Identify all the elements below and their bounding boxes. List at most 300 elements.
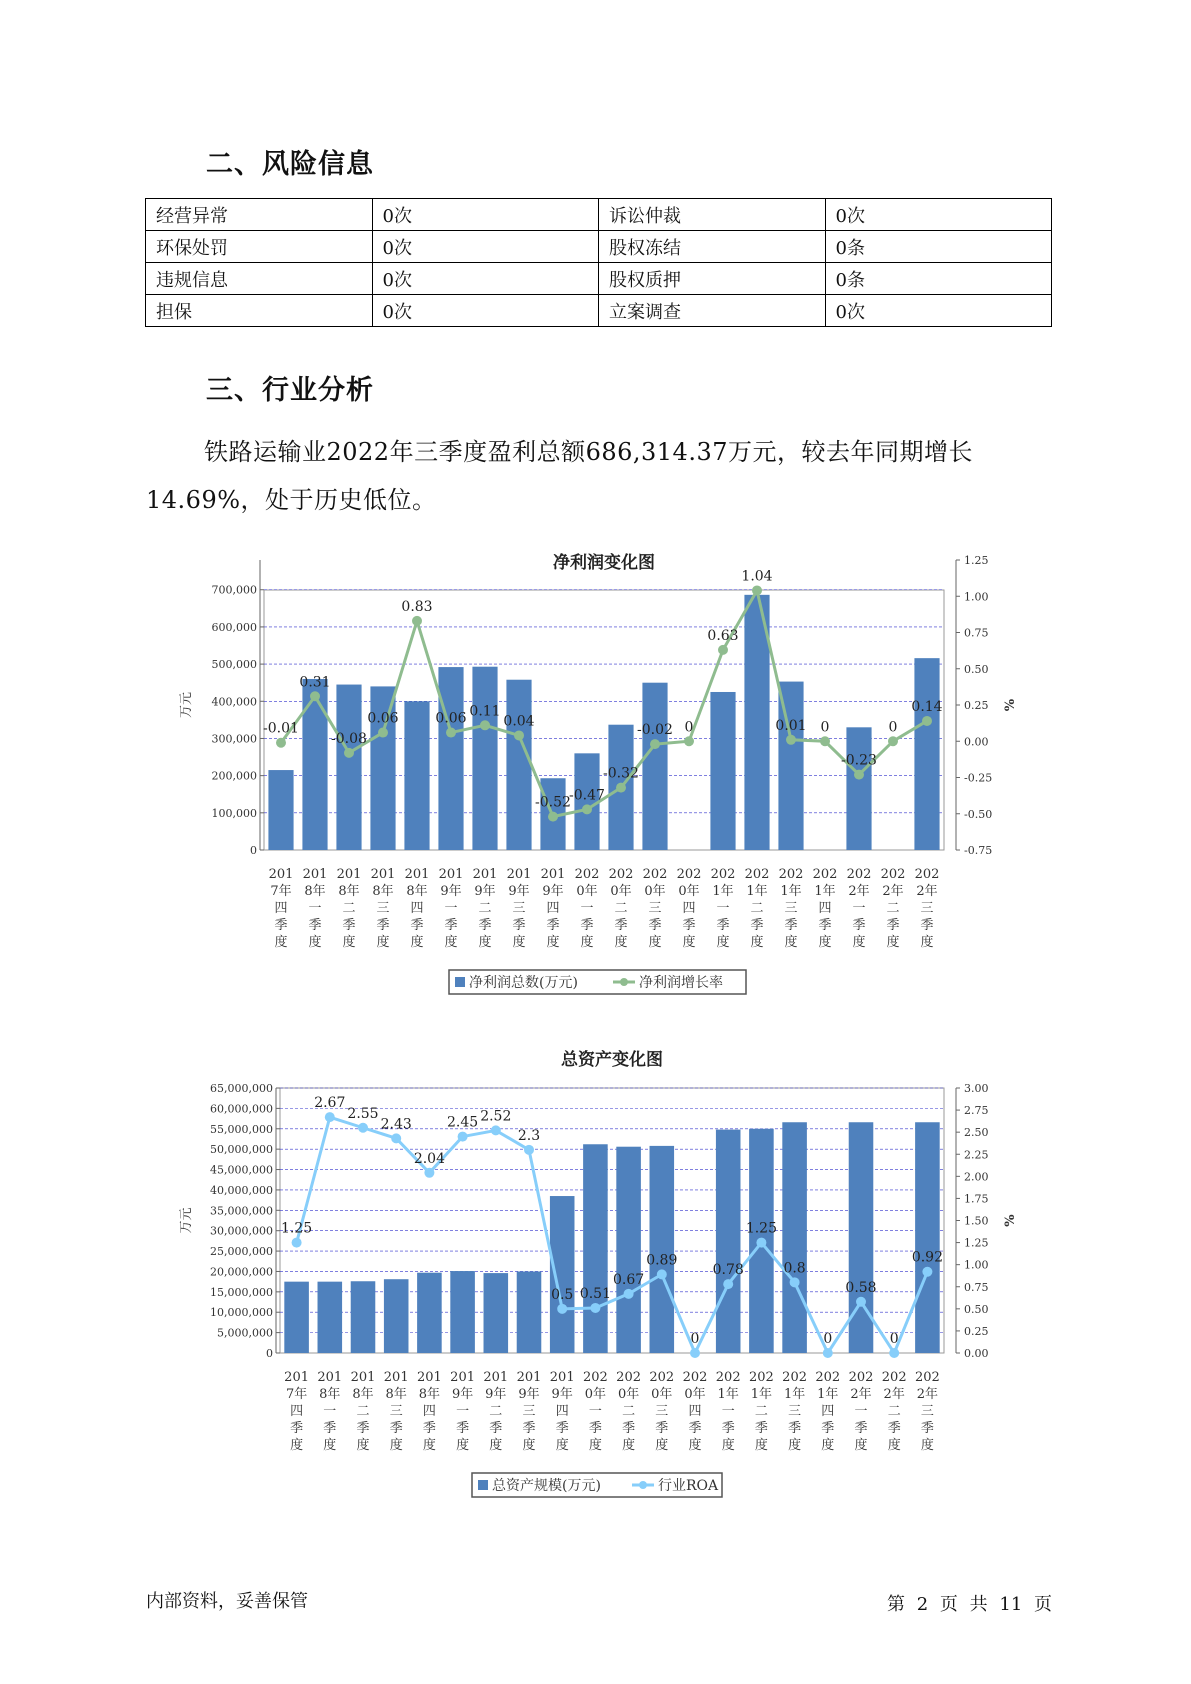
y-tick-label: 20,000,000 <box>210 1265 273 1279</box>
x-tick-label: 度 <box>580 935 594 950</box>
data-label: 0 <box>888 719 898 736</box>
x-tick-label: 9年 <box>518 1387 540 1402</box>
x-tick-label: 二 <box>614 901 628 916</box>
x-tick-label: 9年 <box>542 884 564 899</box>
x-tick-label: 201 <box>370 867 396 882</box>
risk-item-label: 担保 <box>146 295 373 327</box>
total-assets-chart <box>0 1040 1191 1500</box>
data-point <box>723 1279 733 1289</box>
data-point <box>491 1125 501 1135</box>
y2-tick-label: 0.50 <box>964 1302 989 1316</box>
data-label: 2.52 <box>480 1108 512 1125</box>
data-label: 0.01 <box>775 717 807 734</box>
x-tick-label: 9年 <box>440 884 462 899</box>
x-tick-label: 度 <box>308 935 322 950</box>
y2-tick-label: 2.25 <box>964 1148 989 1162</box>
data-label: -0.01 <box>263 720 299 737</box>
x-tick-label: 202 <box>676 867 702 882</box>
x-tick-label: 1年 <box>814 884 836 899</box>
footer-confidential: 内部资料，妥善保管 <box>146 1591 308 1612</box>
x-tick-label: 度 <box>546 935 560 950</box>
data-point <box>690 1348 700 1358</box>
y2-tick-label: 0.75 <box>964 1280 989 1294</box>
x-tick-label: 四 <box>821 1404 835 1419</box>
data-label: 0.04 <box>503 713 535 730</box>
data-label: 0.63 <box>707 627 739 644</box>
x-tick-label: 二 <box>489 1404 503 1419</box>
bar <box>650 1146 675 1353</box>
x-tick-label: 202 <box>914 1370 940 1385</box>
legend-label: 净利润总数(万元) <box>469 975 578 991</box>
x-tick-label: 季 <box>444 918 458 933</box>
x-tick-label: 季 <box>555 1421 569 1436</box>
y-tick-label: 500,000 <box>211 658 257 672</box>
x-tick-label: 9年 <box>474 884 496 899</box>
x-tick-label: 1年 <box>717 1387 739 1402</box>
y2-tick-label: 2.75 <box>964 1104 989 1118</box>
risk-item-label: 股权质押 <box>599 263 826 295</box>
y-tick-label: 25,000,000 <box>210 1245 273 1259</box>
x-tick-label: 三 <box>376 901 390 916</box>
data-label: 0.31 <box>299 674 331 691</box>
x-tick-label: 季 <box>821 1421 835 1436</box>
data-label: 0.14 <box>911 698 943 715</box>
y2-tick-label: 0.75 <box>964 626 989 640</box>
data-point <box>616 783 626 793</box>
x-tick-label: 度 <box>920 935 934 950</box>
section-title-risk: 二、风险信息 <box>206 149 374 180</box>
data-label: 0.58 <box>845 1279 877 1296</box>
y2-tick-label: 0.00 <box>964 1347 989 1360</box>
x-tick-label: 度 <box>422 1438 436 1453</box>
risk-item-value: 0条 <box>825 231 1052 263</box>
x-tick-label: 四 <box>274 901 288 916</box>
x-tick-label: 季 <box>522 1421 536 1436</box>
plot-area <box>280 1088 944 1353</box>
y2-tick-label: 2.00 <box>964 1170 989 1184</box>
bar <box>710 692 735 850</box>
x-tick-label: 0年 <box>617 1387 640 1402</box>
data-point <box>684 736 694 746</box>
x-tick-label: 201 <box>438 867 464 882</box>
y2-tick-label: 0.25 <box>964 699 989 712</box>
x-tick-label: 季 <box>489 1421 503 1436</box>
net-profit-chart <box>0 540 1191 1000</box>
x-tick-label: 季 <box>546 918 560 933</box>
x-tick-label: 度 <box>410 935 424 950</box>
bar <box>849 1122 874 1353</box>
x-tick-label: 季 <box>614 918 628 933</box>
risk-table-row <box>146 199 1052 231</box>
bar <box>642 683 667 850</box>
x-tick-label: 0年 <box>678 884 700 899</box>
x-tick-label: 季 <box>580 918 594 933</box>
y-tick-label: 100,000 <box>211 806 257 820</box>
bar <box>284 1282 309 1353</box>
legend-bar-swatch <box>455 977 465 987</box>
data-point <box>650 739 660 749</box>
x-tick-label: 201 <box>450 1370 476 1385</box>
x-tick-label: 季 <box>290 1421 304 1436</box>
data-label: -0.52 <box>535 794 571 811</box>
x-tick-label: 季 <box>854 1421 868 1436</box>
data-point <box>458 1132 468 1142</box>
x-tick-label: 8年 <box>406 884 428 899</box>
x-tick-label: 201 <box>483 1370 509 1385</box>
data-label: 0.5 <box>551 1286 574 1303</box>
x-tick-label: 季 <box>721 1421 735 1436</box>
bar <box>417 1273 442 1353</box>
x-tick-label: 度 <box>356 1438 370 1453</box>
x-tick-label: 201 <box>516 1370 542 1385</box>
x-tick-label: 二 <box>750 901 764 916</box>
legend-line-marker <box>639 1481 647 1489</box>
data-label: 0.8 <box>783 1260 806 1277</box>
y-tick-label: 55,000,000 <box>210 1122 273 1136</box>
bar <box>336 685 361 850</box>
risk-item-value: 0次 <box>372 295 599 327</box>
x-tick-label: 二 <box>622 1404 636 1419</box>
x-tick-label: 8年 <box>418 1387 441 1402</box>
x-tick-label: 季 <box>682 918 696 933</box>
data-point <box>854 770 864 780</box>
data-point <box>412 616 422 626</box>
x-tick-label: 季 <box>512 918 526 933</box>
y-tick-label: 35,000,000 <box>210 1204 273 1218</box>
data-point <box>624 1289 634 1299</box>
risk-item-label: 立案调查 <box>599 295 826 327</box>
x-tick-label: 202 <box>682 1370 708 1385</box>
data-label: 0.89 <box>646 1252 678 1269</box>
y2-tick-label: -0.25 <box>964 771 993 785</box>
data-label: 2.04 <box>413 1150 445 1167</box>
x-tick-label: 8年 <box>319 1387 341 1402</box>
data-point <box>922 716 932 726</box>
x-tick-label: 季 <box>920 918 934 933</box>
x-tick-label: 202 <box>815 1370 841 1385</box>
y2-tick-label: 1.00 <box>964 590 989 604</box>
data-label: -0.32 <box>603 765 639 782</box>
data-label: 0.06 <box>435 710 467 727</box>
x-tick-label: 三 <box>920 1404 934 1419</box>
bar <box>472 667 497 850</box>
x-tick-label: 度 <box>750 935 764 950</box>
y2-tick-label: 1.00 <box>964 1258 989 1272</box>
data-point <box>446 728 456 738</box>
bar <box>302 679 327 850</box>
x-tick-label: 度 <box>754 1438 768 1453</box>
y-tick-label: 600,000 <box>211 620 257 634</box>
data-label: 2.55 <box>347 1105 379 1122</box>
x-tick-label: 一 <box>721 1404 735 1419</box>
data-point <box>888 736 898 746</box>
data-point <box>922 1267 932 1277</box>
x-tick-label: 度 <box>821 1438 835 1453</box>
x-tick-label: 季 <box>456 1421 470 1436</box>
x-tick-label: 三 <box>784 901 798 916</box>
x-tick-label: 季 <box>389 1421 403 1436</box>
x-tick-label: 8年 <box>372 884 394 899</box>
x-tick-label: 度 <box>818 935 832 950</box>
y-tick-label: 0 <box>266 1347 273 1360</box>
x-tick-label: 2年 <box>883 1387 905 1402</box>
data-label: -0.02 <box>637 722 673 739</box>
x-tick-label: 度 <box>478 935 492 950</box>
x-tick-label: 202 <box>848 1370 874 1385</box>
data-point <box>344 748 354 758</box>
data-point <box>292 1238 302 1248</box>
data-label: 0 <box>823 1331 833 1347</box>
x-tick-label: 度 <box>522 1438 536 1453</box>
x-tick-label: 202 <box>608 867 634 882</box>
x-tick-label: 202 <box>715 1370 741 1385</box>
x-tick-label: 202 <box>582 1370 608 1385</box>
x-tick-label: 季 <box>886 918 900 933</box>
data-point <box>276 738 286 748</box>
data-point <box>514 730 524 740</box>
data-label: 0.83 <box>401 598 433 615</box>
x-tick-label: 季 <box>342 918 356 933</box>
x-tick-label: 201 <box>472 867 498 882</box>
x-tick-label: 季 <box>920 1421 934 1436</box>
data-point <box>480 720 490 730</box>
risk-item-label: 环保处罚 <box>146 231 373 263</box>
x-tick-label: 202 <box>748 1370 774 1385</box>
x-tick-label: 四 <box>818 901 832 916</box>
data-point <box>590 1303 600 1313</box>
x-tick-label: 9年 <box>551 1387 573 1402</box>
risk-item-label: 违规信息 <box>146 263 373 295</box>
data-point <box>823 1348 833 1358</box>
bar <box>914 658 939 850</box>
x-tick-label: 度 <box>456 1438 470 1453</box>
data-label: -0.47 <box>569 787 605 804</box>
bar <box>517 1271 542 1353</box>
x-tick-label: 1年 <box>817 1387 839 1402</box>
bar <box>404 701 429 850</box>
x-tick-label: 202 <box>649 1370 675 1385</box>
risk-item-value: 0条 <box>825 263 1052 295</box>
y-axis-title: 万元 <box>179 691 194 719</box>
x-tick-label: 度 <box>614 935 628 950</box>
data-point <box>310 691 320 701</box>
data-point <box>820 736 830 746</box>
x-tick-label: 0年 <box>584 1387 607 1402</box>
x-tick-label: 季 <box>422 1421 436 1436</box>
y2-tick-label: 2.50 <box>964 1126 989 1140</box>
x-tick-label: 一 <box>444 901 458 916</box>
data-point <box>786 735 796 745</box>
y-tick-label: 30,000,000 <box>210 1224 273 1238</box>
data-label: 0 <box>684 719 694 736</box>
data-label: 0 <box>889 1331 899 1347</box>
x-tick-label: 202 <box>881 1370 907 1385</box>
x-tick-label: 度 <box>489 1438 503 1453</box>
x-tick-label: 度 <box>444 935 458 950</box>
x-tick-label: 度 <box>389 1438 403 1453</box>
x-tick-label: 三 <box>655 1404 669 1419</box>
x-tick-label: 202 <box>782 1370 808 1385</box>
footer-page-number: 第 2 页 共 11 页 <box>887 1594 1052 1615</box>
risk-item-label: 股权冻结 <box>599 231 826 263</box>
bar <box>616 1147 641 1353</box>
x-tick-label: 202 <box>778 867 804 882</box>
x-tick-label: 二 <box>356 1404 370 1419</box>
risk-item-label: 经营异常 <box>146 199 373 231</box>
data-point <box>557 1304 567 1314</box>
data-label: 0.78 <box>712 1262 744 1279</box>
x-tick-label: 季 <box>376 918 390 933</box>
x-tick-label: 四 <box>555 1404 569 1419</box>
data-point <box>358 1123 368 1133</box>
data-label: 1.25 <box>745 1220 777 1237</box>
data-label: 2.45 <box>447 1114 479 1131</box>
y2-tick-label: 1.25 <box>964 554 989 567</box>
x-tick-label: 四 <box>410 901 424 916</box>
bar <box>484 1273 509 1353</box>
legend-label: 总资产规模(万元) <box>492 1478 601 1494</box>
data-label: 0.51 <box>579 1285 611 1302</box>
data-point <box>752 585 762 595</box>
y2-tick-label: 0.00 <box>964 735 989 749</box>
x-tick-label: 8年 <box>338 884 360 899</box>
x-tick-label: 202 <box>642 867 668 882</box>
x-tick-label: 度 <box>323 1438 337 1453</box>
x-tick-label: 202 <box>846 867 872 882</box>
x-tick-label: 季 <box>887 1421 901 1436</box>
x-tick-label: 一 <box>588 1404 602 1419</box>
x-tick-label: 8年 <box>352 1387 374 1402</box>
x-tick-label: 度 <box>721 1438 735 1453</box>
risk-table-row <box>146 231 1052 263</box>
x-tick-label: 季 <box>716 918 730 933</box>
x-tick-label: 度 <box>682 935 696 950</box>
x-tick-label: 0年 <box>651 1387 673 1402</box>
x-tick-label: 201 <box>540 867 566 882</box>
data-point <box>582 804 592 814</box>
x-tick-label: 季 <box>648 918 662 933</box>
bar <box>716 1130 741 1353</box>
data-point <box>657 1269 667 1279</box>
risk-item-value: 0次 <box>825 295 1052 327</box>
bar <box>782 1122 807 1353</box>
x-tick-label: 8年 <box>385 1387 407 1402</box>
x-tick-label: 1年 <box>712 884 734 899</box>
data-point <box>424 1168 434 1178</box>
data-label: 0.06 <box>367 710 399 727</box>
x-tick-label: 二 <box>478 901 492 916</box>
data-label: 1.04 <box>741 568 773 585</box>
x-tick-label: 9年 <box>485 1387 507 1402</box>
x-tick-label: 一 <box>852 901 866 916</box>
data-label: 2.3 <box>517 1127 541 1144</box>
risk-table-row <box>146 263 1052 295</box>
y2-tick-label: 0.25 <box>964 1324 989 1338</box>
x-tick-label: 度 <box>342 935 356 950</box>
x-tick-label: 四 <box>290 1404 304 1419</box>
x-tick-label: 2年 <box>882 884 904 899</box>
x-tick-label: 季 <box>478 918 492 933</box>
x-tick-label: 季 <box>274 918 288 933</box>
x-tick-label: 二 <box>342 901 356 916</box>
x-tick-label: 201 <box>549 1370 575 1385</box>
x-tick-label: 季 <box>788 1421 802 1436</box>
data-point <box>718 645 728 655</box>
x-tick-label: 一 <box>323 1404 337 1419</box>
x-tick-label: 季 <box>323 1421 337 1436</box>
x-tick-label: 202 <box>616 1370 642 1385</box>
x-tick-label: 四 <box>688 1404 702 1419</box>
x-tick-label: 一 <box>456 1404 470 1419</box>
x-tick-label: 二 <box>754 1404 768 1419</box>
x-tick-label: 201 <box>506 867 532 882</box>
data-point <box>856 1297 866 1307</box>
x-tick-label: 三 <box>522 1404 536 1419</box>
y-tick-label: 200,000 <box>211 769 257 783</box>
x-tick-label: 季 <box>622 1421 636 1436</box>
section-title-industry: 三、行业分析 <box>206 375 374 406</box>
legend-label: 净利润增长率 <box>639 975 723 991</box>
x-tick-label: 度 <box>854 1438 868 1453</box>
risk-item-value: 0次 <box>372 263 599 295</box>
bar <box>318 1282 343 1353</box>
y-tick-label: 40,000,000 <box>210 1183 273 1197</box>
y-tick-label: 700,000 <box>211 583 257 597</box>
x-tick-label: 0年 <box>610 884 632 899</box>
x-tick-label: 三 <box>788 1404 802 1419</box>
x-tick-label: 季 <box>356 1421 370 1436</box>
bar <box>915 1122 940 1353</box>
x-tick-label: 季 <box>308 918 322 933</box>
x-tick-label: 季 <box>818 918 832 933</box>
data-point <box>548 812 558 822</box>
data-label: -0.23 <box>841 752 877 769</box>
x-tick-label: 202 <box>880 867 906 882</box>
x-tick-label: 2年 <box>916 1387 939 1402</box>
data-point <box>325 1112 335 1122</box>
y2-tick-label: 0.50 <box>964 662 989 676</box>
x-tick-label: 201 <box>268 867 294 882</box>
legend-line-marker <box>620 978 628 986</box>
x-tick-label: 三 <box>512 901 526 916</box>
x-tick-label: 度 <box>887 1438 901 1453</box>
x-tick-label: 201 <box>416 1370 442 1385</box>
data-label: 2.67 <box>314 1095 346 1112</box>
x-tick-label: 季 <box>688 1421 702 1436</box>
bar <box>450 1271 475 1353</box>
x-tick-label: 0年 <box>644 884 666 899</box>
y2-tick-label: 1.50 <box>964 1214 989 1228</box>
risk-item-value: 0次 <box>825 199 1052 231</box>
x-tick-label: 度 <box>512 935 526 950</box>
x-tick-label: 季 <box>410 918 424 933</box>
x-tick-label: 度 <box>588 1438 602 1453</box>
y2-tick-label: 1.75 <box>964 1192 989 1206</box>
x-tick-label: 季 <box>754 1421 768 1436</box>
x-tick-label: 1年 <box>750 1387 773 1402</box>
bar <box>384 1279 409 1353</box>
bar <box>583 1144 608 1353</box>
y2-tick-label: 1.25 <box>964 1236 989 1250</box>
x-tick-label: 度 <box>622 1438 636 1453</box>
risk-item-label: 诉讼仲裁 <box>599 199 826 231</box>
x-tick-label: 202 <box>710 867 736 882</box>
x-tick-label: 度 <box>274 935 288 950</box>
x-tick-label: 1年 <box>746 884 768 899</box>
x-tick-label: 四 <box>682 901 696 916</box>
bar <box>506 680 531 850</box>
x-tick-label: 9年 <box>508 884 530 899</box>
